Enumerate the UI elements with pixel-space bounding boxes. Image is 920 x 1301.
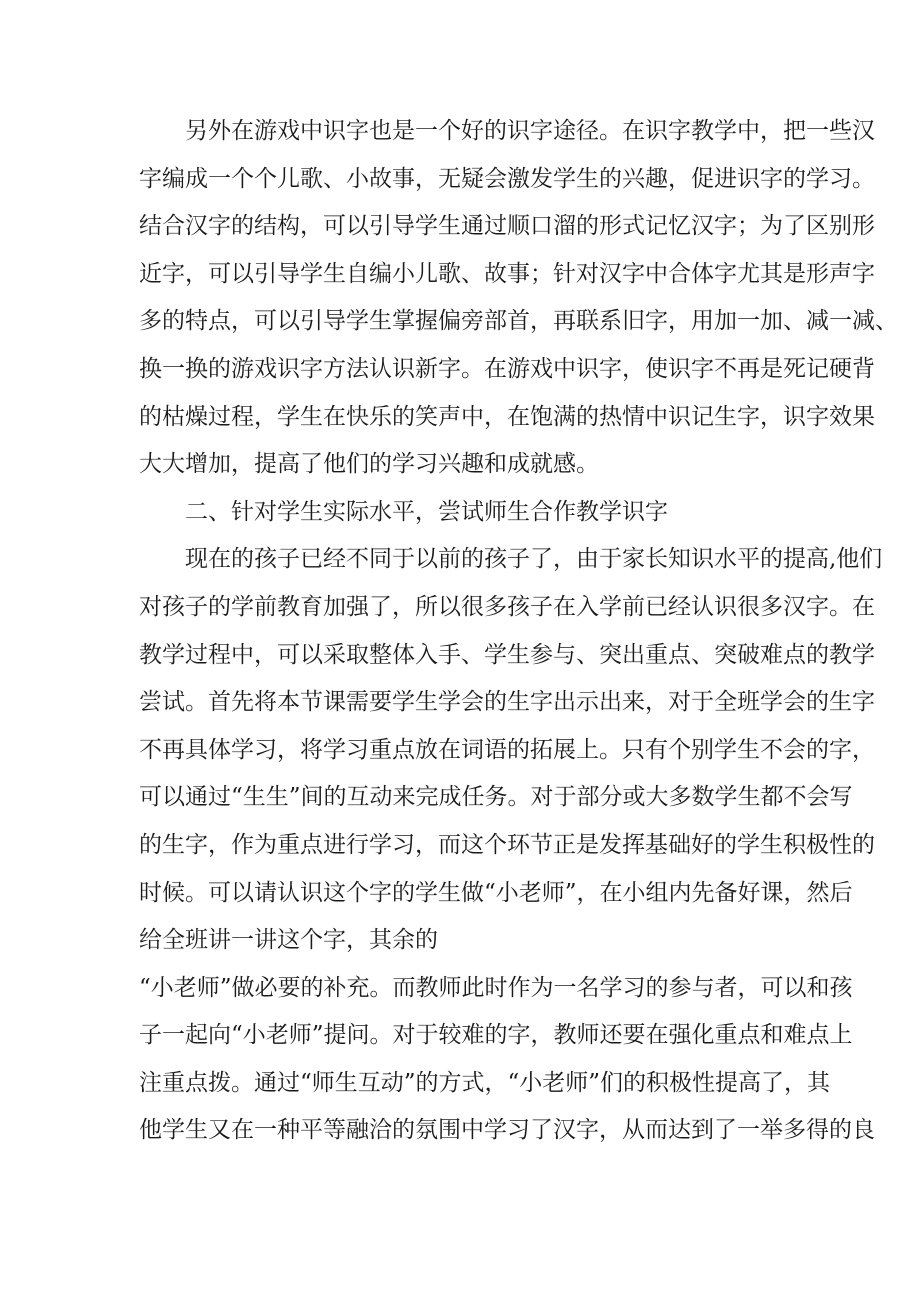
text-line: 另外在游戏中识字也是一个好的识字途径。在识字教学中，把一些汉 — [185, 118, 875, 144]
text-line: 字编成一个个儿歌、小故事，无疑会激发学生的兴趣，促进识字的学习。 — [139, 165, 875, 192]
section-heading: 二、针对学生实际水平，尝试师生合作教学识字 — [185, 498, 668, 525]
text-line: 多的特点，可以引导学生掌握偏旁部首，再联系旧字，用加一加、减一减、 — [139, 308, 898, 335]
text-line: 教学过程中，可以采取整体入手、学生参与、突出重点、突破难点的教学 — [139, 641, 875, 668]
text-line: 对孩子的学前教育加强了，所以很多孩子在入学前已经认识很多汉字。在 — [139, 593, 875, 620]
text-line: 的枯燥过程，学生在快乐的笑声中，在饱满的热情中识记生字，识字效果 — [139, 403, 875, 430]
text-line: 大大增加，提高了他们的学习兴趣和成就感。 — [139, 451, 599, 478]
text-line: “小老师”做必要的补充。而教师此时作为一名学习的参与者，可以和孩 — [139, 974, 853, 1001]
text-line: 尝试。首先将本节课需要学生学会的生字出示出来，对于全班学会的生字 — [139, 689, 875, 716]
text-line: 给全班讲一讲这个字，其余的 — [139, 927, 438, 954]
text-line: 他学生又在一种平等融洽的氛围中学习了汉字，从而达到了一举多得的良 — [139, 1117, 875, 1144]
text-line: 结合汉字的结构，可以引导学生通过顺口溜的形式记忆汉字；为了区别形 — [139, 213, 875, 240]
body-text — [139, 108, 898, 1155]
text-line: 不再具体学习，将学习重点放在词语的拓展上。只有个别学生不会的字， — [139, 736, 875, 763]
text-line: 时候。可以请认识这个字的学生做“小老师”，在小组内先备好课，然后 — [139, 879, 853, 906]
text-line: 近字，可以引导学生自编小儿歌、故事；针对汉字中合体字尤其是形声字 — [139, 260, 875, 287]
text-line: 子一起向“小老师”提问。对于较难的字，教师还要在强化重点和难点上 — [139, 1022, 853, 1049]
text-line: 可以通过“生生”间的互动来完成任务。对于部分或大多数学生都不会写 — [139, 784, 853, 811]
text-line: 的生字，作为重点进行学习，而这个环节正是发挥基础好的学生积极性的 — [139, 831, 875, 858]
text-line: 换一换的游戏识字方法认识新字。在游戏中识字，使识字不再是死记硬背 — [139, 355, 875, 382]
text-line: 现在的孩子已经不同于以前的孩子了，由于家长知识水平的提高,他们 — [185, 546, 883, 573]
text-line: 注重点拨。通过“师生互动”的方式，“小老师”们的积极性提高了，其 — [139, 1069, 831, 1096]
